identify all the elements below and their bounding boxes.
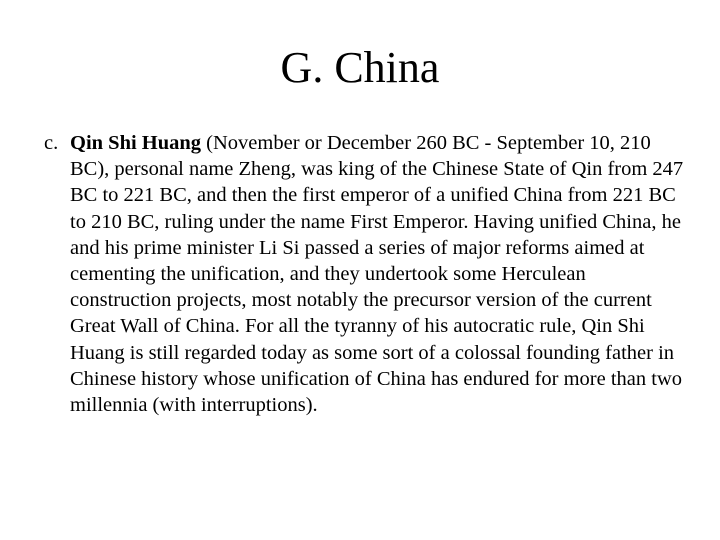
slide-body [44,130,684,418]
list-item [44,130,684,418]
item-text: (November or December 260 BC - September 10, 210 BC), personal name Zheng, was king of the Chinese State of Qin from 247 BC to 221 BC, and then the first emperor of a unified China from 221 BC to 210 BC, ruling under the name First Emperor. Having unified China, he and his prime minister Li Si passed a series of major reforms aimed at cementing the unification, and they undertook some Herculean construction projects, most notably the precursor version of the current Great Wall of China. For all the tyranny of his autocratic rule, Qin Shi Huang is still regarded today as some sort of a colossal founding father in Chinese history whose unification of China has endured for more than two millennia (with interruptions). [70,132,684,417]
list-marker: c. [44,132,59,154]
slide-title: G. China [280,43,440,92]
emperor-name: Qin Shi Huang [70,132,202,154]
